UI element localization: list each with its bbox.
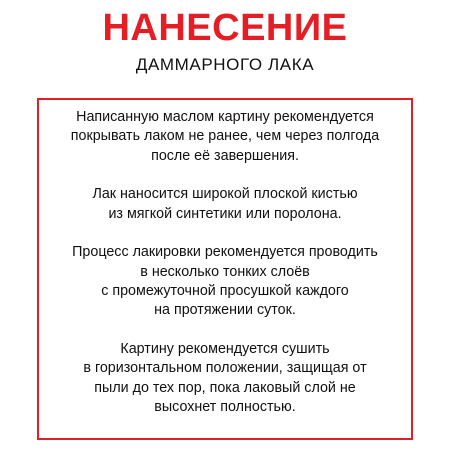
paragraph-line: Лак наносится широкой плоской кистью [92,186,358,203]
instructions-text [44,108,406,417]
paragraph-line: высохнет полностью. [154,399,296,416]
paragraph-line: с промежуточной просушкой каждого [101,283,349,300]
paragraph-line: в несколько тонких слоёв [140,263,310,280]
paragraph-line: пыли до тех пор, пока лаковый слой не [94,379,356,396]
page-title: НАНЕСЕНИЕ [102,7,348,49]
page-subtitle: ДАММАРНОГО ЛАКА [135,55,315,74]
paragraph-tools [44,185,406,224]
paragraph-process [44,243,406,320]
paragraph-line: в горизонтальном положении, защищая от [83,360,367,377]
paragraph-timing [44,108,406,166]
paragraph-line: после её завершения. [151,147,299,164]
paragraph-drying [44,340,406,417]
paragraph-line: Картину рекомендуется сушить [120,341,330,358]
paragraph-line: Написанную маслом картину рекомендуется [76,109,374,125]
paragraph-line: из мягкой синтетики или поролона. [108,205,342,222]
paragraph-line: на протяжении суток. [154,302,296,319]
paragraph-line: покрывать лаком не ранее, чем через полгода [70,128,380,145]
paragraph-line: Процесс лакировки рекомендуется проводить [72,244,378,261]
